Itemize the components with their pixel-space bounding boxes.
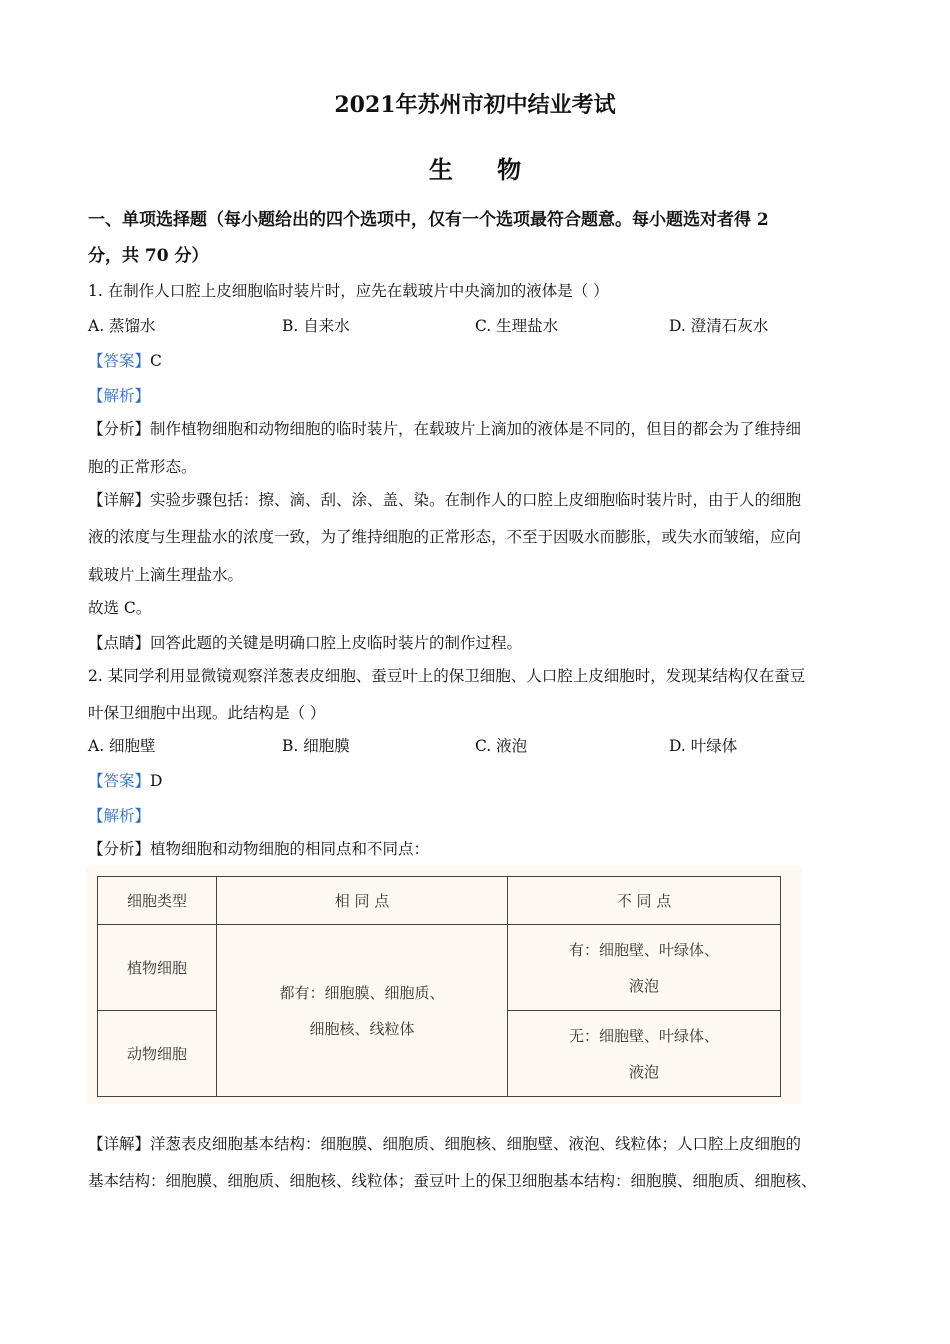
section-heading-line-2: 分，共 70 分） (88, 246, 209, 266)
table-cell-plant-label: 植物细胞 (98, 925, 217, 1011)
q1-fenxi-tag: 【分析】 (88, 420, 151, 438)
q2-xiangjie-line-1 (88, 1134, 878, 1154)
q2-option-c: C. 液泡 (475, 737, 528, 755)
q1-option-a: A. 蒸馏水 (88, 317, 156, 335)
table-animal-diff-line-2: 液泡 (628, 1062, 659, 1081)
q2-fenxi (88, 839, 878, 859)
cell-comparison-figure (86, 866, 802, 1104)
q2-xiangjie-tag: 【详解】 (88, 1135, 151, 1153)
table-header-row (98, 877, 781, 925)
table-animal-diff-line-1: 无：细胞壁、叶绿体、 (568, 1026, 719, 1045)
table-cell-plant-diff (508, 925, 781, 1011)
q1-xiangjie-line-1 (88, 490, 878, 510)
q2-stem-line-2: 叶保卫细胞中出现。此结构是（ ） (88, 704, 326, 722)
q1-choose: 故选 C。 (88, 599, 152, 617)
q1-fenxi-line-2: 胞的正常形态。 (88, 458, 197, 476)
table-plant-diff-line-1: 有：细胞壁、叶绿体、 (568, 940, 719, 959)
q2-analysis-tag: 【解析】 (88, 807, 151, 825)
q1-fenxi-line-1 (88, 419, 878, 439)
q2-answer (88, 771, 878, 791)
q1-xiangjie-text-1: 实验步骤包括：擦、滴、刮、涂、盖、染。在制作人的口腔上皮细胞临时装片时，由于人的细胞 (150, 491, 802, 509)
table-cell-animal-label: 动物细胞 (98, 1011, 217, 1097)
table-cell-animal-diff (508, 1011, 781, 1097)
table-header-diff: 不 同 点 (508, 877, 781, 925)
q2-answer-value: D (150, 772, 163, 790)
q1-xiangjie-tag: 【详解】 (88, 491, 151, 509)
table-plant-diff-line-2: 液泡 (628, 976, 659, 995)
q1-answer (88, 351, 878, 371)
q2-fenxi-tag: 【分析】 (88, 840, 151, 858)
table-same-line-1: 都有：细胞膜、细胞质、 (279, 983, 445, 1002)
q1-xiangjie-line-3: 载玻片上滴生理盐水。 (88, 566, 244, 584)
q1-stem: 1. 在制作人口腔上皮细胞临时装片时，应先在载玻片中央滴加的液体是（ ） (88, 282, 609, 300)
table-header-same: 相 同 点 (217, 877, 508, 925)
q1-dianjing-text: 回答此题的关键是明确口腔上皮临时装片的制作过程。 (150, 634, 523, 652)
q2-option-b: B. 细胞膜 (282, 737, 350, 755)
q1-dianjing-tag: 【点睛】 (88, 634, 151, 652)
q1-option-d: D. 澄清石灰水 (669, 317, 769, 335)
table-row-plant (98, 925, 781, 1011)
table-cell-same (217, 925, 508, 1097)
table-header-cell-type: 细胞类型 (98, 877, 217, 925)
section-heading-line-1: 一、单项选择题（每小题给出的四个选项中，仅有一个选项最符合题意。每小题选对者得 2 (88, 210, 769, 230)
q1-answer-value: C (150, 352, 162, 370)
q2-answer-tag: 【答案】 (88, 772, 151, 790)
q2-xiangjie-line-2: 基本结构：细胞膜、细胞质、细胞核、线粒体；蚕豆叶上的保卫细胞基本结构：细胞膜、细胞质、细胞核、 (88, 1172, 817, 1190)
q1-fenxi-text-1: 制作植物细胞和动物细胞的临时装片，在载玻片上滴加的液体是不同的，但目的都会为了维持细 (150, 420, 802, 438)
q2-stem-line-1: 2. 某同学利用显微镜观察洋葱表皮细胞、蚕豆叶上的保卫细胞、人口腔上皮细胞时，发现某结构仅在蚕豆 (88, 667, 806, 685)
q2-option-a: A. 细胞壁 (88, 737, 156, 755)
q1-xiangjie-line-2: 液的浓度与生理盐水的浓度一致，为了维持细胞的正常形态，不至于因吸水而膨胀，或失水而皱缩，应向 (88, 528, 802, 546)
exam-title: 2021年苏州市初中结业考试 (334, 92, 616, 118)
q2-fenxi-text: 植物细胞和动物细胞的相同点和不同点： (150, 840, 430, 858)
section-heading (88, 202, 878, 274)
subject-title: 生 物 (428, 155, 540, 184)
q1-option-c: C. 生理盐水 (475, 317, 559, 335)
q2-option-d: D. 叶绿体 (669, 737, 738, 755)
cell-comparison-table (97, 876, 781, 1097)
q1-dianjing (88, 633, 878, 653)
q2-xiangjie-text-1: 洋葱表皮细胞基本结构：细胞膜、细胞质、细胞核、细胞壁、液泡、线粒体；人口腔上皮细胞的 (150, 1135, 802, 1153)
q1-option-b: B. 自来水 (282, 317, 350, 335)
table-same-line-2: 细胞核、线粒体 (309, 1019, 415, 1038)
q1-answer-tag: 【答案】 (88, 352, 151, 370)
q1-analysis-tag: 【解析】 (88, 387, 151, 405)
